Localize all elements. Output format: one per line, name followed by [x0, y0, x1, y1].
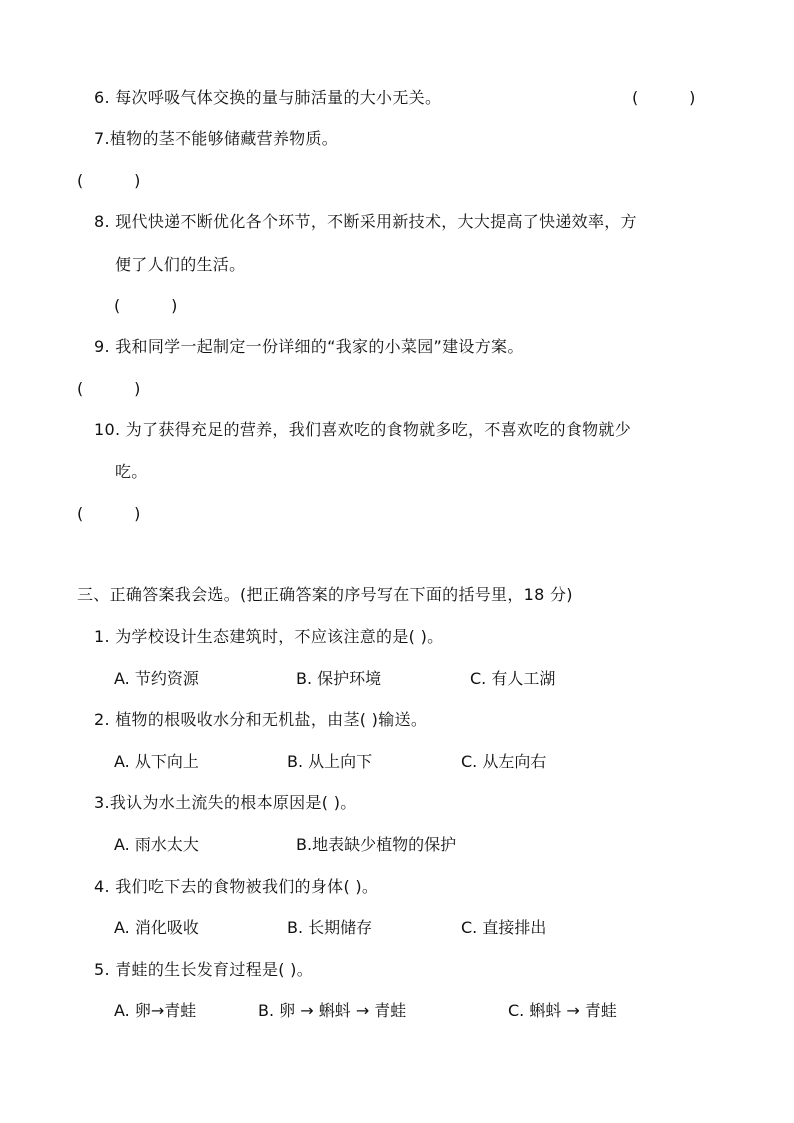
mc-2-option-a[interactable]: A. 从下向上 [114, 752, 199, 771]
mc-1-option-b[interactable]: B. 保护环境 [296, 669, 382, 688]
answer-bracket-10[interactable]: ( ) [77, 504, 141, 523]
mc-3-option-a[interactable]: A. 雨水太大 [114, 835, 199, 854]
mc-1-option-a[interactable]: A. 节约资源 [114, 669, 199, 688]
question-10-text-line2: 吃。 [115, 462, 148, 481]
mc-question-5: 5. 青蛙的生长发育过程是( )。 [94, 960, 314, 979]
answer-bracket-7[interactable]: ( ) [77, 171, 141, 190]
mc-question-1: 1. 为学校设计生态建筑时，不应该注意的是( )。 [94, 627, 444, 646]
question-7-text: 7.植物的茎不能够储藏营养物质。 [94, 129, 339, 148]
mc-question-3: 3.我认为水土流失的根本原因是( )。 [94, 793, 357, 812]
mc-2-option-b[interactable]: B. 从上向下 [287, 752, 373, 771]
answer-bracket-9[interactable]: ( ) [77, 379, 141, 398]
mc-5-option-a[interactable]: A. 卵→青蛙 [114, 1001, 197, 1020]
mc-4-option-b[interactable]: B. 长期储存 [287, 918, 373, 937]
question-6-text: 6. 每次呼吸气体交换的量与肺活量的大小无关。 [94, 88, 442, 107]
section-3-heading: 三、正确答案我会选。(把正确答案的序号写在下面的括号里，18 分) [77, 585, 573, 604]
mc-question-2: 2. 植物的根吸收水分和无机盐，由茎( )输送。 [94, 710, 428, 729]
answer-bracket-8[interactable]: ( ) [114, 296, 178, 315]
answer-bracket-6[interactable]: ( ) [632, 88, 696, 107]
mc-1-option-c[interactable]: C. 有人工湖 [470, 669, 556, 688]
mc-4-option-a[interactable]: A. 消化吸收 [114, 918, 199, 937]
question-8-text-line2: 便了人们的生活。 [115, 255, 246, 274]
mc-5-option-b[interactable]: B. 卵 → 蝌蚪 → 青蛙 [258, 1001, 407, 1020]
mc-5-option-c[interactable]: C. 蝌蚪 → 青蛙 [508, 1001, 617, 1020]
mc-2-option-c[interactable]: C. 从左向右 [461, 752, 547, 771]
mc-3-option-b[interactable]: B.地表缺少植物的保护 [296, 835, 457, 854]
question-10-text-line1: 10. 为了获得充足的营养，我们喜欢吃的食物就多吃，不喜欢吃的食物就少 [94, 420, 632, 439]
mc-4-option-c[interactable]: C. 直接排出 [461, 918, 547, 937]
mc-question-4: 4. 我们吃下去的食物被我们的身体( )。 [94, 877, 379, 896]
question-9-text: 9. 我和同学一起制定一份详细的“我家的小菜园”建设方案。 [94, 337, 524, 356]
question-8-text-line1: 8. 现代快递不断优化各个环节，不断采用新技术，大大提高了快递效率，方 [94, 212, 637, 231]
